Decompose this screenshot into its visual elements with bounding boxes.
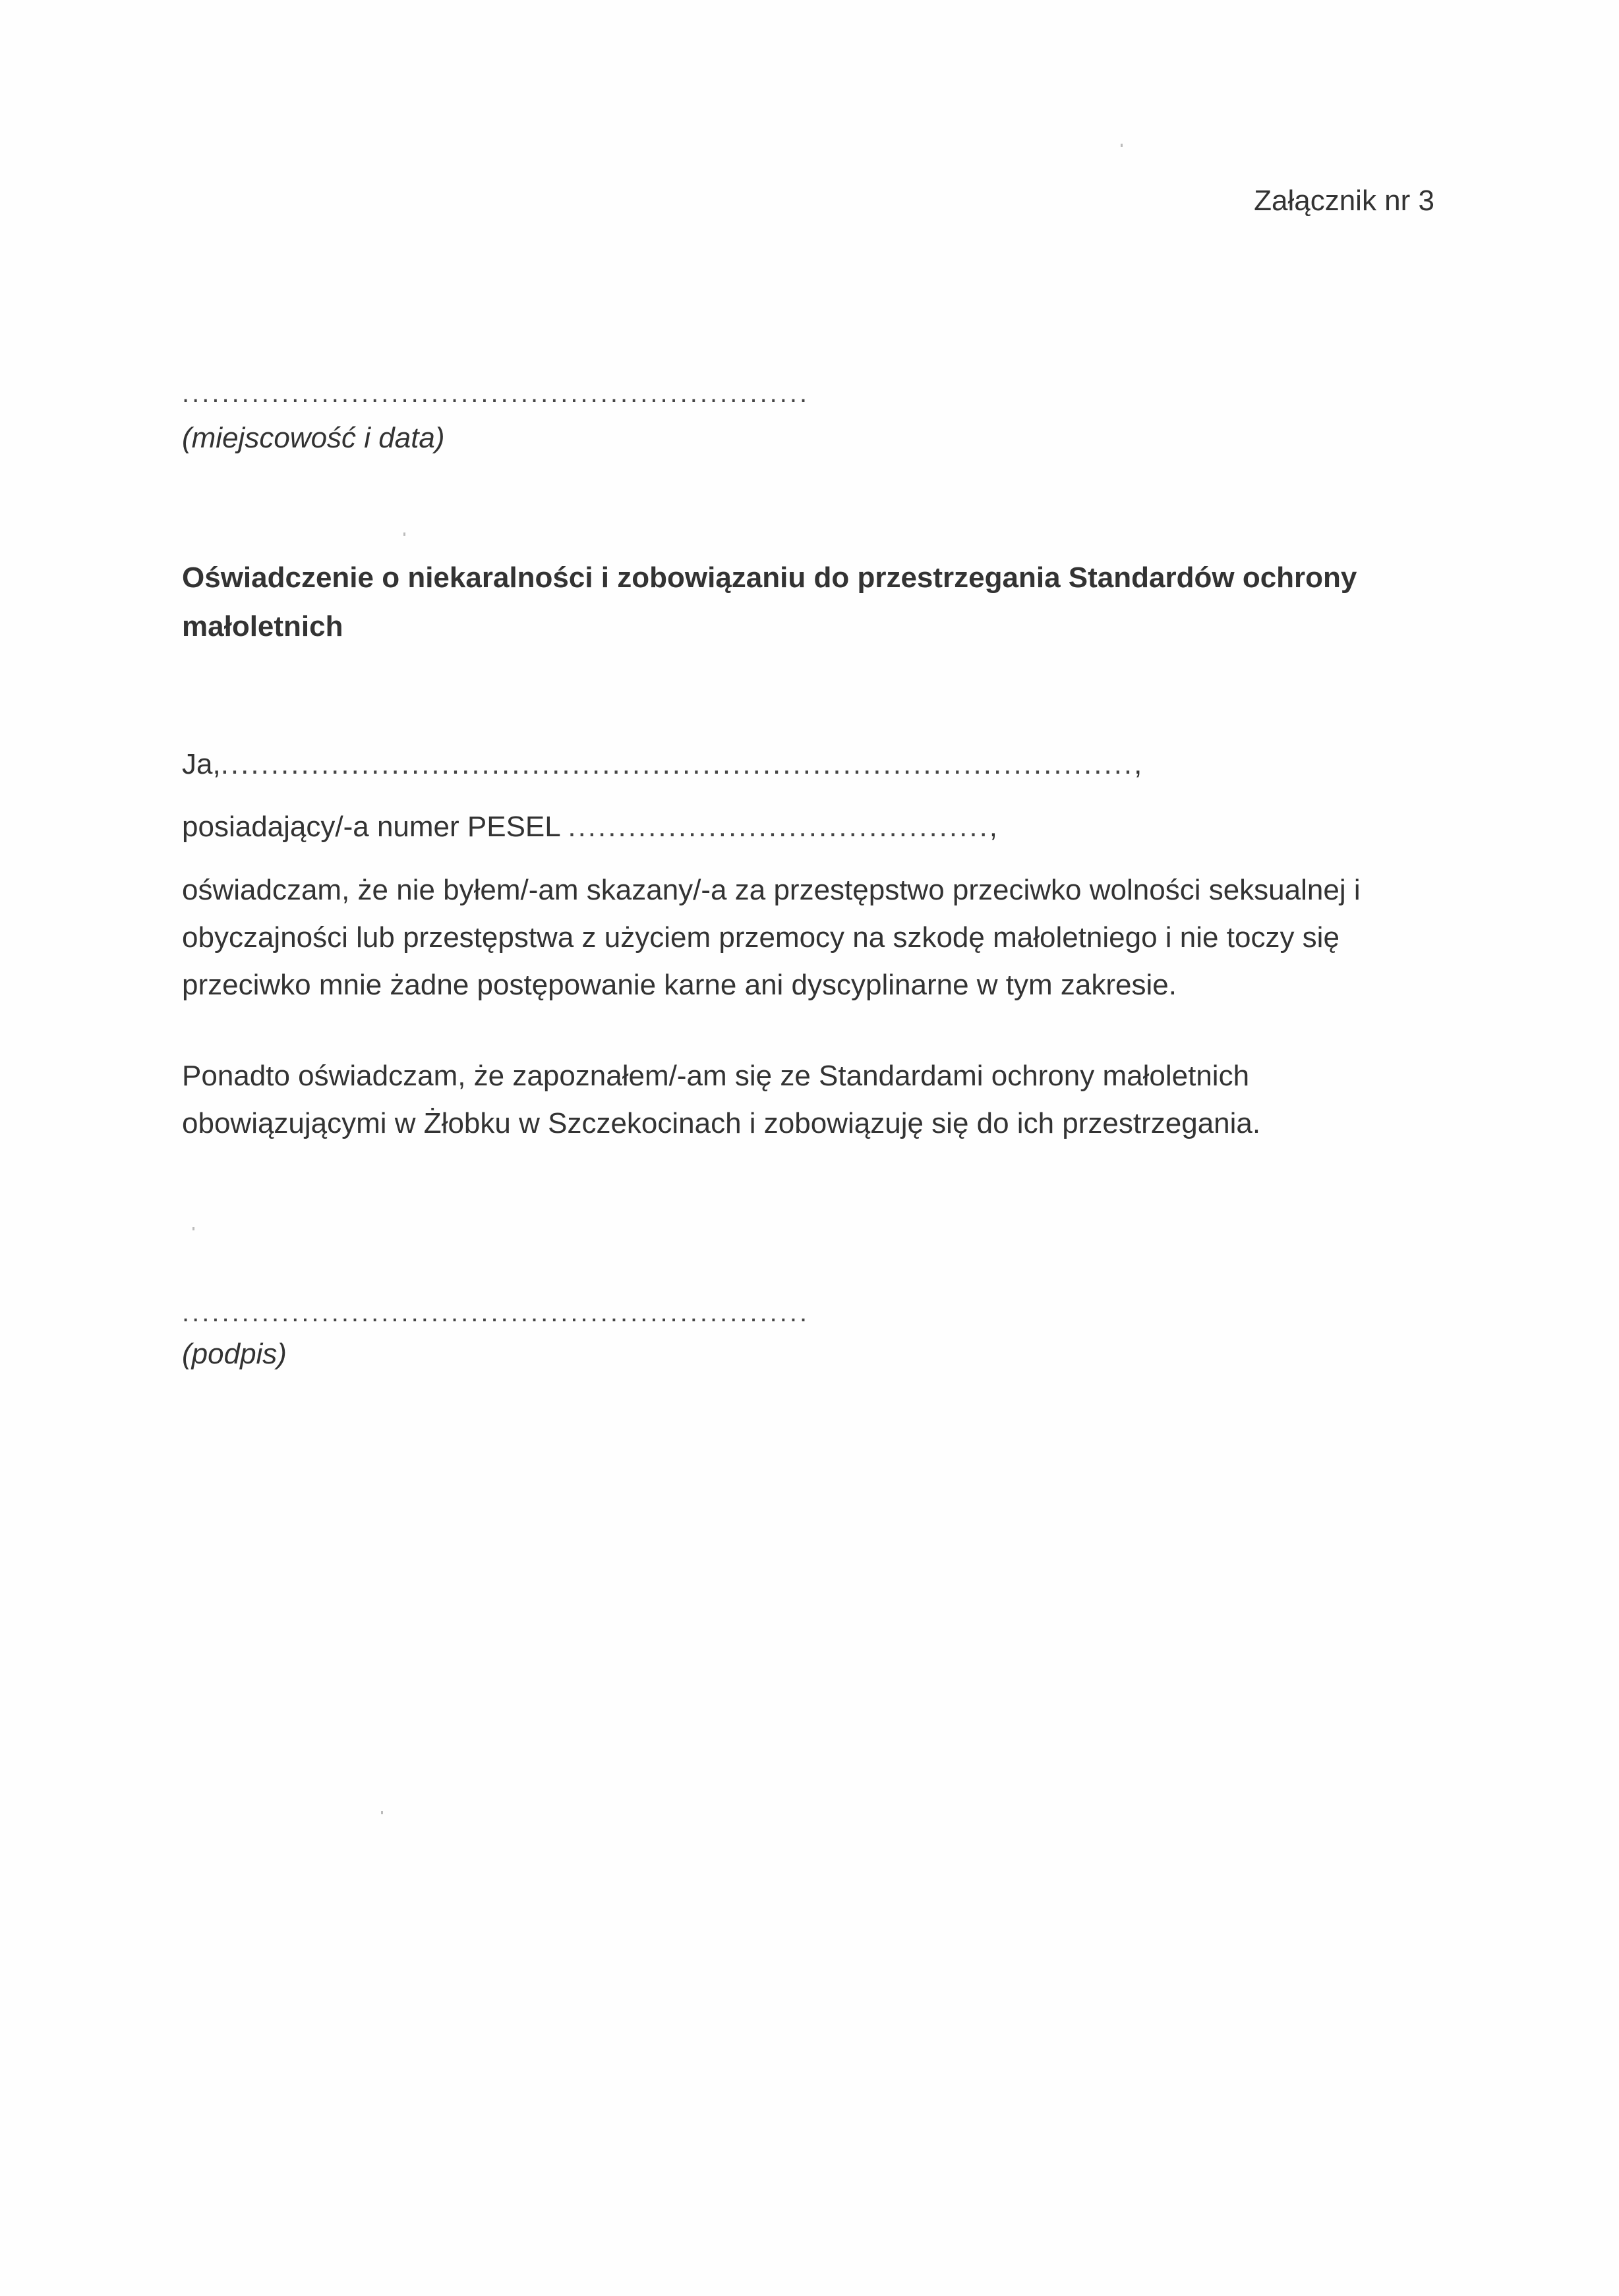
signature-dotted-line: ............................................................... [182, 1298, 810, 1327]
scan-speck [1121, 144, 1123, 147]
place-date-caption: (miejscowość i data) [182, 422, 445, 454]
name-field-suffix: , [1134, 748, 1142, 780]
name-field [182, 748, 1142, 781]
signature-caption: (podpis) [182, 1338, 287, 1370]
scan-speck [192, 1227, 194, 1230]
standards-paragraph: Ponadto oświadczam, że zapoznałem/-am się ze Standardami ochrony małoletnich obowiązującymi w Żłobku w Szczekocinach i zobowiązuję się do ich przestrzegania. [182, 1060, 1261, 1139]
scan-speck [381, 1811, 383, 1814]
name-field-label: Ja, [182, 748, 221, 780]
place-date-dotted-line: ............................................................... [182, 379, 810, 408]
pesel-field [182, 811, 997, 844]
document-title: Oświadczenie o niekaralności i zobowiązaniu do przestrzegania Standardów ochrony małoletnich [182, 561, 1357, 643]
annex-label: Załącznik nr 3 [1254, 185, 1434, 217]
pesel-field-suffix: , [989, 811, 998, 843]
pesel-field-dots: .......................................... [568, 811, 989, 843]
declaration-paragraph: oświadczam, że nie byłem/-am skazany/-a za przestępstwo przeciwko wolności seksualnej i obyczajności lub przestępstwa z użyciem przemocy na szkodę małoletniego i nie toczy się przeciwko mnie żadne postępowanie karne ani dyscyplinarne w tym zakresie. [182, 874, 1361, 1001]
name-field-dots: ........................................................................................... [220, 748, 1134, 780]
pesel-field-label: posiadający/-a numer PESEL [182, 811, 560, 843]
scan-speck [403, 532, 405, 536]
